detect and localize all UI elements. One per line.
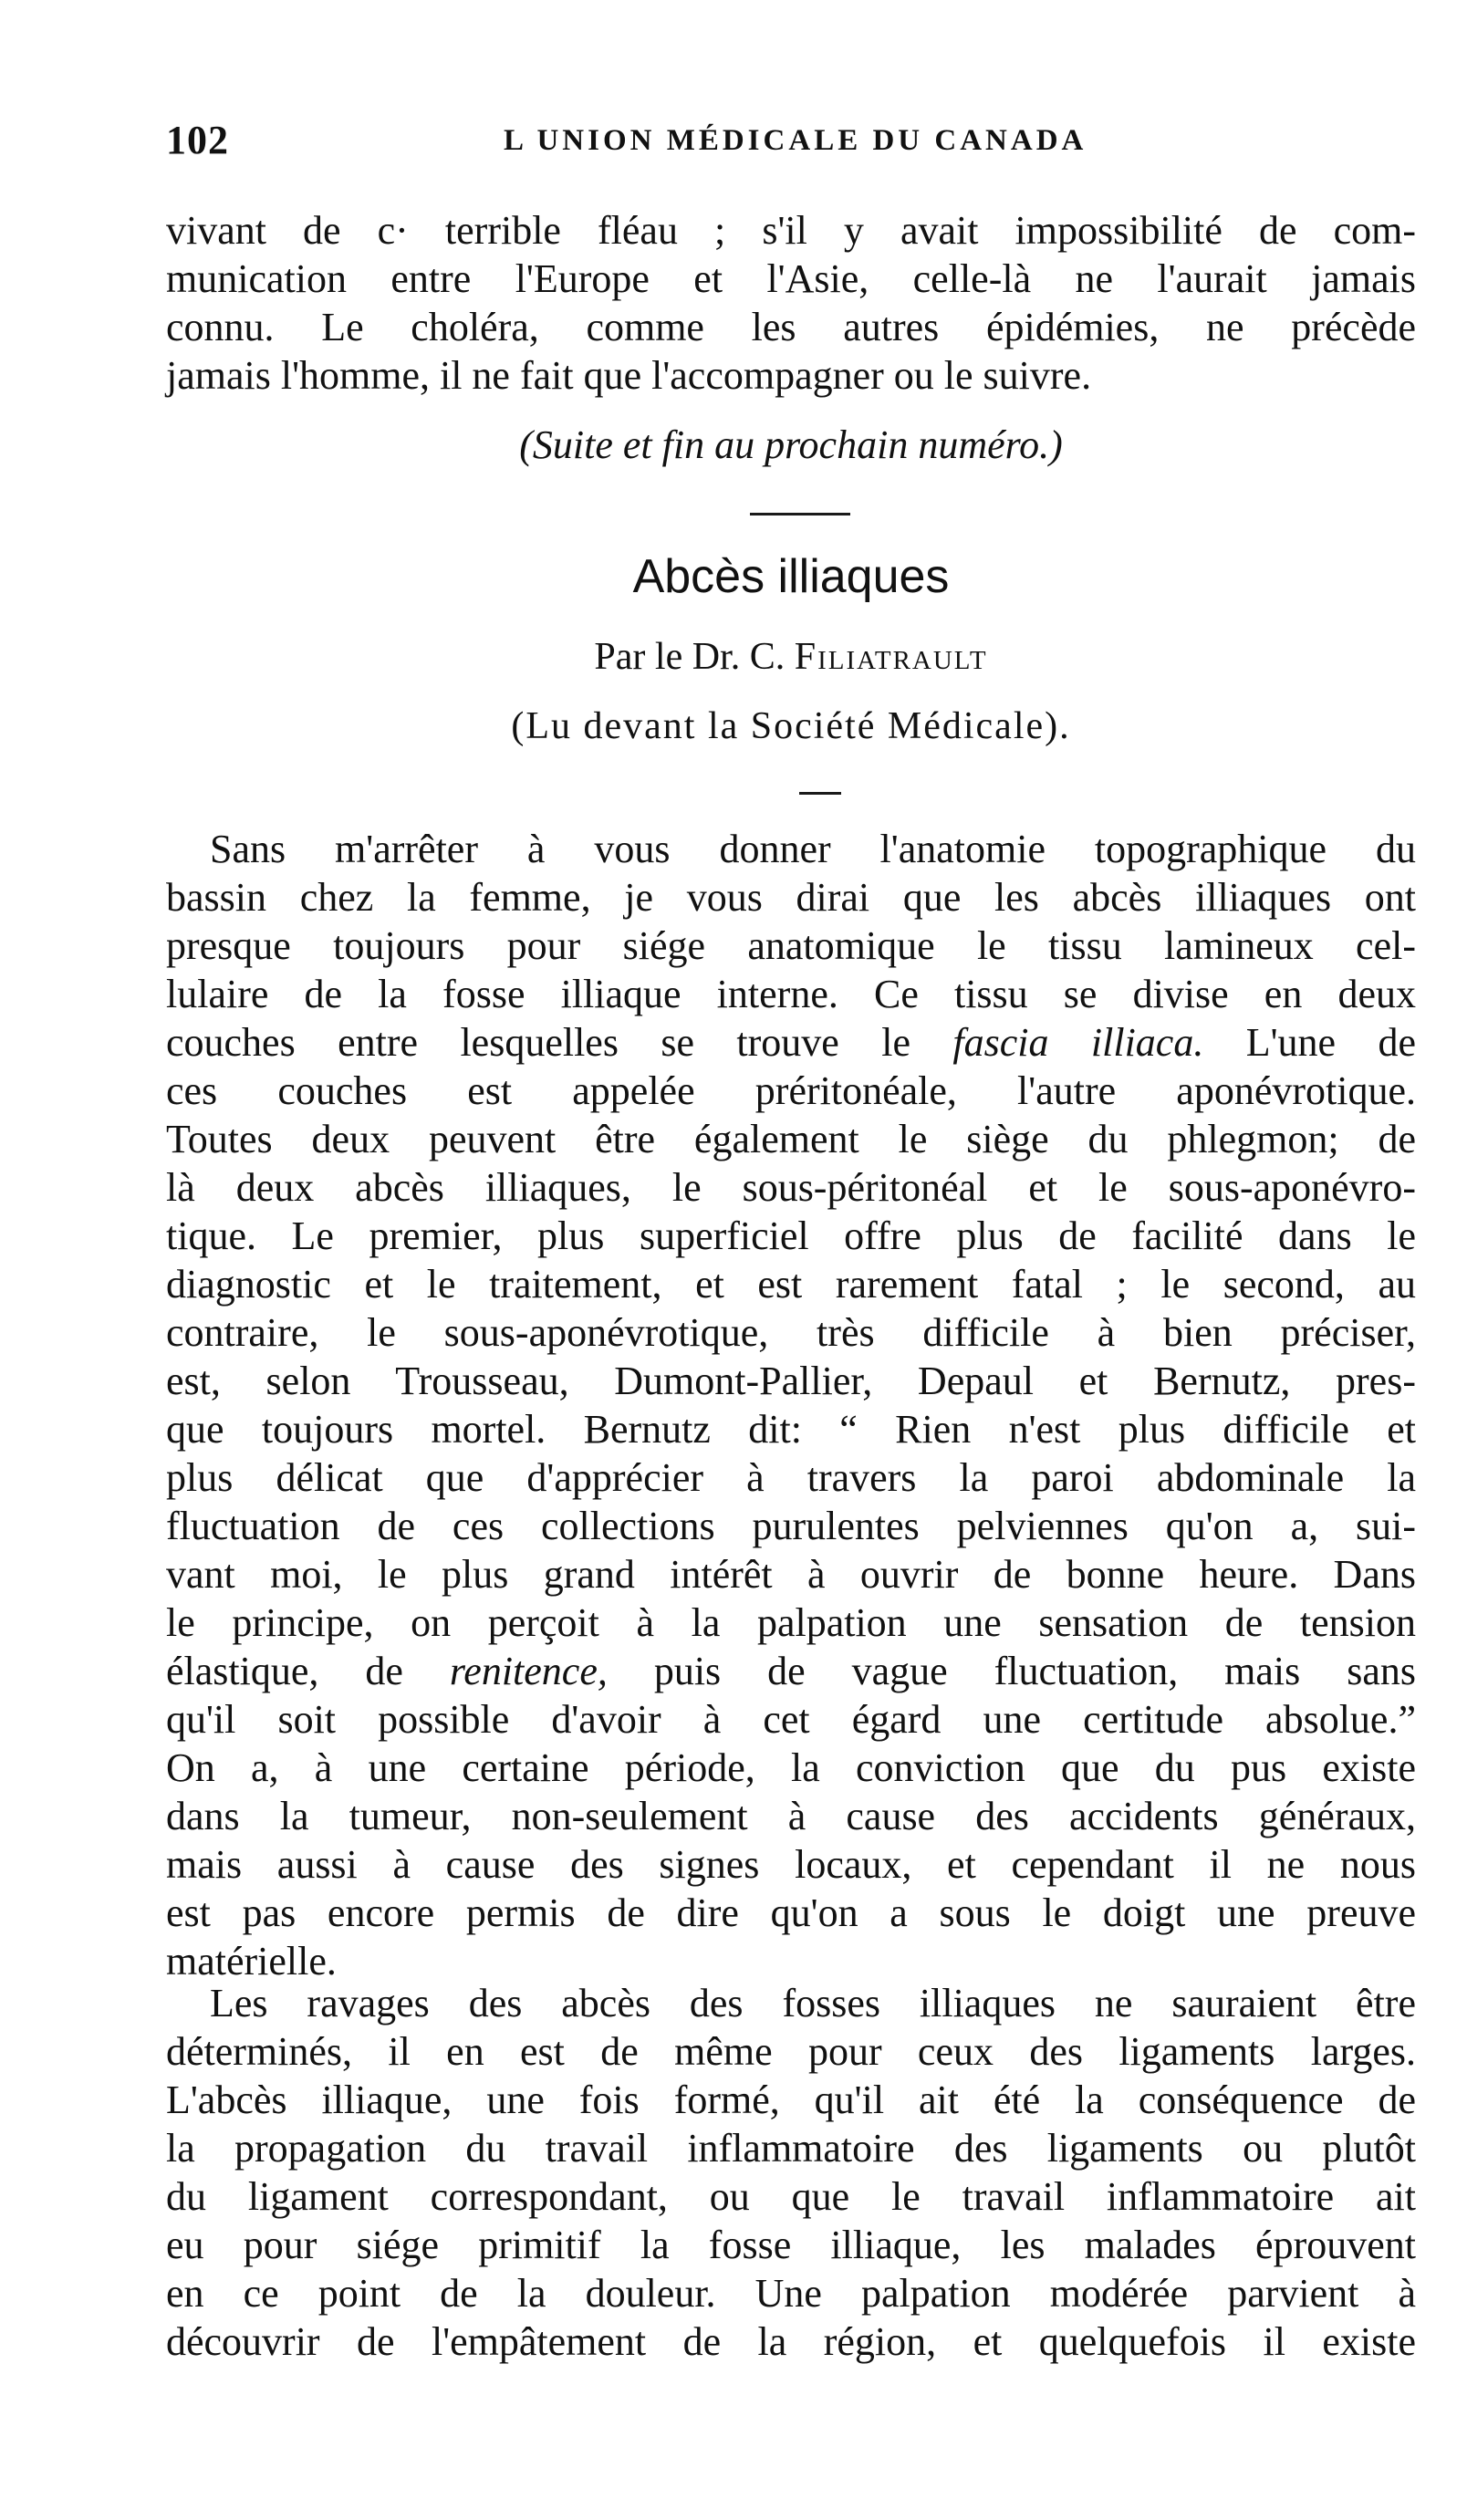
text-line: est, selon Trousseau, Dumont-Pallier, Depaul et Bernutz, pres- (166, 1359, 1416, 1403)
text-line: Les ravages des abcès des fosses illiaques ne sauraient être (210, 1981, 1416, 2025)
text-line: matérielle. (166, 1939, 337, 1984)
page-number: 102 (166, 118, 229, 162)
text-line: est pas encore permis de dire qu'on a sous le doigt une preuve (166, 1890, 1416, 1935)
text-run: L'une de (1203, 1020, 1416, 1065)
title-divider (799, 792, 841, 795)
text-line: lulaire de la fosse illiaque interne. Ce tissu se divise en deux (166, 972, 1416, 1016)
text-line: le principe, on perçoit à la palpation une sensation de tension (166, 1600, 1416, 1645)
text-run: puis de vague fluctuation, mais sans (607, 1649, 1416, 1693)
italic-term: fascia illiaca. (952, 1020, 1204, 1065)
text-line: en ce point de la douleur. Une palpation modérée parvient à (166, 2271, 1416, 2316)
text-line: eu pour siége primitif la fosse illiaque, les malades éprouvent (166, 2223, 1416, 2267)
text-line: que toujours mortel. Bernutz dit: “ Rien n'est plus difficile et (166, 1407, 1416, 1452)
journal-title: L UNION MÉDICALE DU CANADA (504, 124, 1087, 157)
text-line: dans la tumeur, non-seulement à cause des accidents généraux, (166, 1794, 1416, 1838)
text-line: fluctuation de ces collections purulentes pelviennes qu'on a, sui- (166, 1504, 1416, 1548)
text-line: plus délicat que d'apprécier à travers la paroi abdominale la (166, 1455, 1416, 1500)
italic-term: renitence, (449, 1649, 608, 1693)
text-line: mais aussi à cause des signes locaux, et cependant il ne nous (166, 1842, 1416, 1887)
article-paragraph-1 (166, 825, 1416, 1985)
text-run: couches entre lesquelles se trouve le (166, 1020, 953, 1065)
text-line: bassin chez la femme, je vous dirai que les abcès illiaques ont (166, 875, 1416, 920)
article-read-before: (Lu devant la Société Médicale). (511, 705, 1071, 747)
text-line (166, 1018, 1416, 1067)
article-title: Abcès illiaques (632, 550, 950, 603)
article-byline (166, 635, 1416, 679)
byline-prefix: Par le Dr. C. (594, 636, 795, 678)
section-divider (750, 513, 850, 515)
text-run: élastique, de (166, 1649, 450, 1693)
text-line: On a, à une certaine période, la conviction que du pus existe (166, 1745, 1416, 1790)
text-line: tique. Le premier, plus superficiel offre plus de facilité dans le (166, 1213, 1416, 1258)
text-line: L'abcès illiaque, une fois formé, qu'il ait été la conséquence de (166, 2077, 1416, 2122)
text-line: diagnostic et le traitement, et est rarement fatal ; le second, au (166, 1262, 1416, 1307)
continuation-note: (Suite et fin au prochain numéro.) (519, 422, 1063, 467)
text-line: vant moi, le plus grand intérêt à ouvrir de bonne heure. Dans (166, 1552, 1416, 1597)
text-line (166, 1647, 1416, 1695)
continuation-paragraph (166, 206, 1416, 400)
article-paragraph-2 (166, 1979, 1416, 2366)
text-line: vivant de c· terrible fléau ; s'il y avait impossibilité de com- (166, 208, 1416, 253)
text-line: Sans m'arrêter à vous donner l'anatomie topographique du (210, 827, 1416, 871)
text-line: déterminés, il en est de même pour ceux des ligaments larges. (166, 2029, 1416, 2074)
running-head (166, 117, 1416, 172)
text-line: découvrir de l'empâtement de la région, et quelquefois il existe (166, 2319, 1416, 2364)
text-line: ces couches est appelée préritonéale, l'autre aponévrotique. (166, 1068, 1416, 1113)
text-line: jamais l'homme, il ne fait que l'accompagner ou le suivre. (166, 353, 1092, 398)
text-line: connu. Le choléra, comme les autres épidémies, ne précède (166, 305, 1416, 349)
text-line: la propagation du travail inflammatoire des ligaments ou plutôt (166, 2126, 1416, 2171)
text-line: Toutes deux peuvent être également le siège du phlegmon; de (166, 1117, 1416, 1161)
text-line: contraire, le sous-aponévrotique, très difficile à bien préciser, (166, 1310, 1416, 1355)
text-line: munication entre l'Europe et l'Asie, celle-là ne l'aurait jamais (166, 256, 1416, 301)
text-line: presque toujours pour siége anatomique le tissu lamineux cel- (166, 923, 1416, 968)
byline-author: Filiatrault (794, 636, 988, 678)
text-line: qu'il soit possible d'avoir à cet égard une certitude absolue.” (166, 1697, 1416, 1742)
text-line: du ligament correspondant, ou que le travail inflammatoire ait (166, 2174, 1416, 2219)
text-line: là deux abcès illiaques, le sous-péritonéal et le sous-aponévro- (166, 1165, 1416, 1210)
